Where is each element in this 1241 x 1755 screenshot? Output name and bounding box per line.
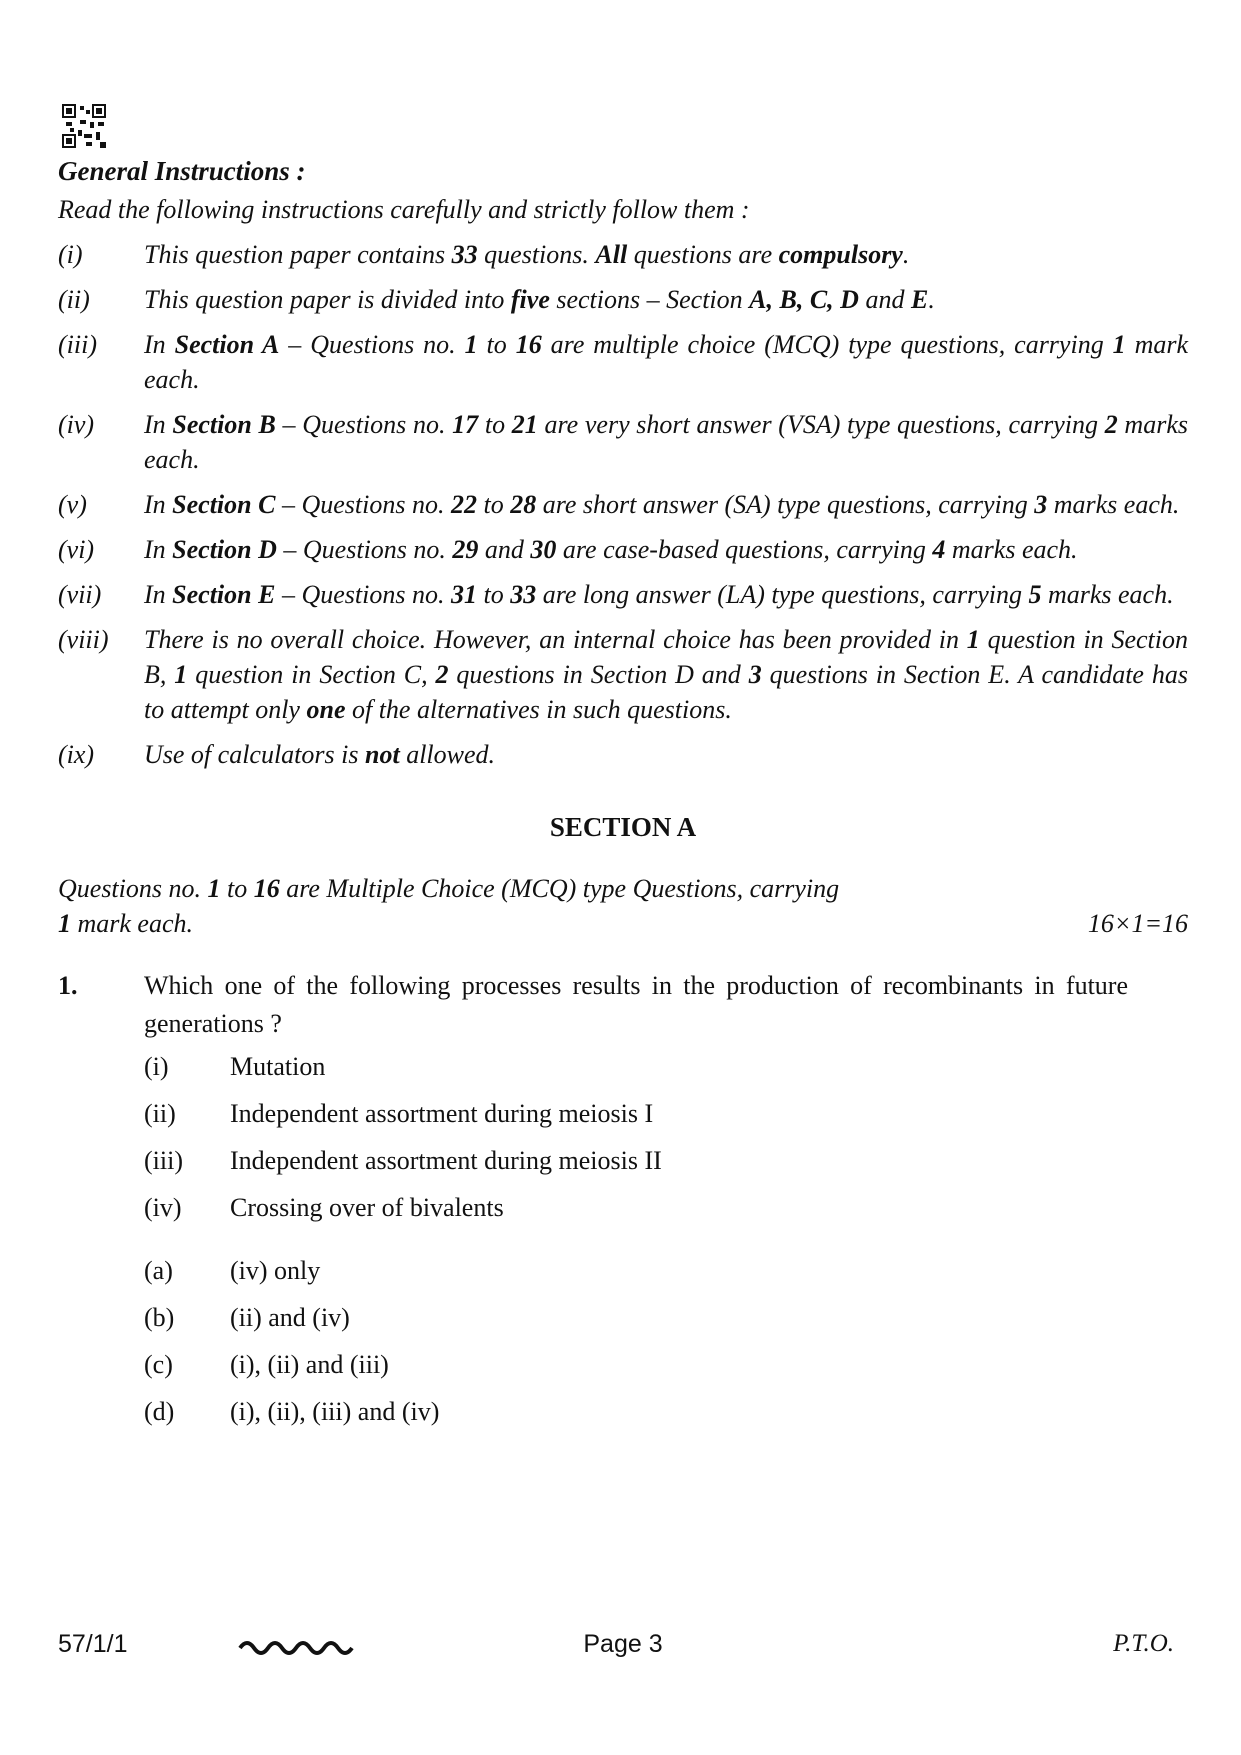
section-intro: Questions no. 1 to 16 are Multiple Choice (MCQ) type Questions, carrying 1 mark each. 16×1=16	[58, 871, 1188, 941]
pto-label: P.T.O.	[1113, 1630, 1174, 1657]
page-footer	[58, 1630, 1188, 1670]
instruction-item	[58, 532, 1188, 567]
section-marks: 16×1=16	[1087, 909, 1188, 938]
instruction-item	[58, 282, 1188, 317]
instruction-item	[58, 577, 1188, 612]
answer-option-a: (a) (iv) only	[144, 1255, 321, 1285]
instruction-item	[58, 737, 1188, 772]
qr-code-icon	[62, 104, 106, 148]
page-number: Page 3	[583, 1630, 663, 1658]
general-instructions-title: General Instructions :	[58, 156, 306, 186]
instruction-text: This question paper contains 33 questions. All questions are compulsory.	[144, 240, 910, 269]
instruction-item	[58, 327, 1188, 397]
general-instructions-intro: Read the following instructions carefully and strictly follow them :	[58, 195, 750, 224]
paper-code: 57/1/1	[58, 1630, 128, 1658]
statement-list	[144, 1043, 1188, 1231]
statement-item: (ii) Independent assortment during meiosis I	[144, 1098, 654, 1128]
question-number: 1.	[58, 971, 78, 1000]
instruction-text: Use of calculators is not allowed.	[144, 740, 496, 769]
instruction-number: (vi)	[58, 535, 95, 564]
instruction-number: (v)	[58, 490, 87, 519]
instruction-text: This question paper is divided into five sections – Section A, B, C, D and E.	[144, 285, 935, 314]
answer-option-d: (d) (i), (ii), (iii) and (iv)	[144, 1396, 440, 1426]
instruction-number: (ix)	[58, 740, 95, 769]
question-1	[58, 967, 1188, 1043]
statement-item: (iv) Crossing over of bivalents	[144, 1192, 504, 1222]
instruction-number: (iii)	[58, 330, 97, 359]
instruction-number: (vii)	[58, 580, 102, 609]
answer-option-b: (b) (ii) and (iv)	[144, 1302, 350, 1332]
instruction-item	[58, 407, 1188, 477]
instruction-number: (iv)	[58, 410, 95, 439]
instruction-list	[58, 237, 1188, 772]
instruction-item	[58, 237, 1188, 272]
instruction-number: (ii)	[58, 285, 90, 314]
instruction-text: In Section E – Questions no. 31 to 33 are long answer (LA) type questions, carrying 5 marks each.	[144, 580, 1174, 609]
answer-options	[144, 1247, 1188, 1435]
page-content	[58, 156, 1188, 1435]
statement-item: (iii) Independent assortment during meiosis II	[144, 1145, 662, 1175]
statement-item: (i) Mutation	[144, 1051, 326, 1081]
instruction-text: In Section B – Questions no. 17 to 21 are very short answer (VSA) type questions, carrying 2 marks each.	[144, 410, 1188, 474]
instruction-number: (i)	[58, 240, 83, 269]
instruction-number: (viii)	[58, 625, 109, 654]
section-heading: SECTION A	[549, 812, 697, 842]
instruction-item	[58, 622, 1188, 727]
instruction-item	[58, 487, 1188, 522]
instruction-text: There is no overall choice. However, an internal choice has been provided in 1 question in Section B, 1 question in Section C, 2 questions in Section D and 3 questions in Section E. A candidate has to attempt only one of the alternatives in such questions.	[144, 625, 1188, 724]
answer-option-c: (c) (i), (ii) and (iii)	[144, 1349, 389, 1379]
instruction-text: In Section C – Questions no. 22 to 28 are short answer (SA) type questions, carrying 3 marks each.	[144, 490, 1180, 519]
question-text: Which one of the following processes results in the production of recombinants in future generations ?	[144, 971, 1128, 1038]
instruction-text: In Section D – Questions no. 29 and 30 are case-based questions, carrying 4 marks each.	[144, 535, 1078, 564]
instruction-text: In Section A – Questions no. 1 to 16 are multiple choice (MCQ) type questions, carrying 1 mark each.	[144, 330, 1189, 394]
